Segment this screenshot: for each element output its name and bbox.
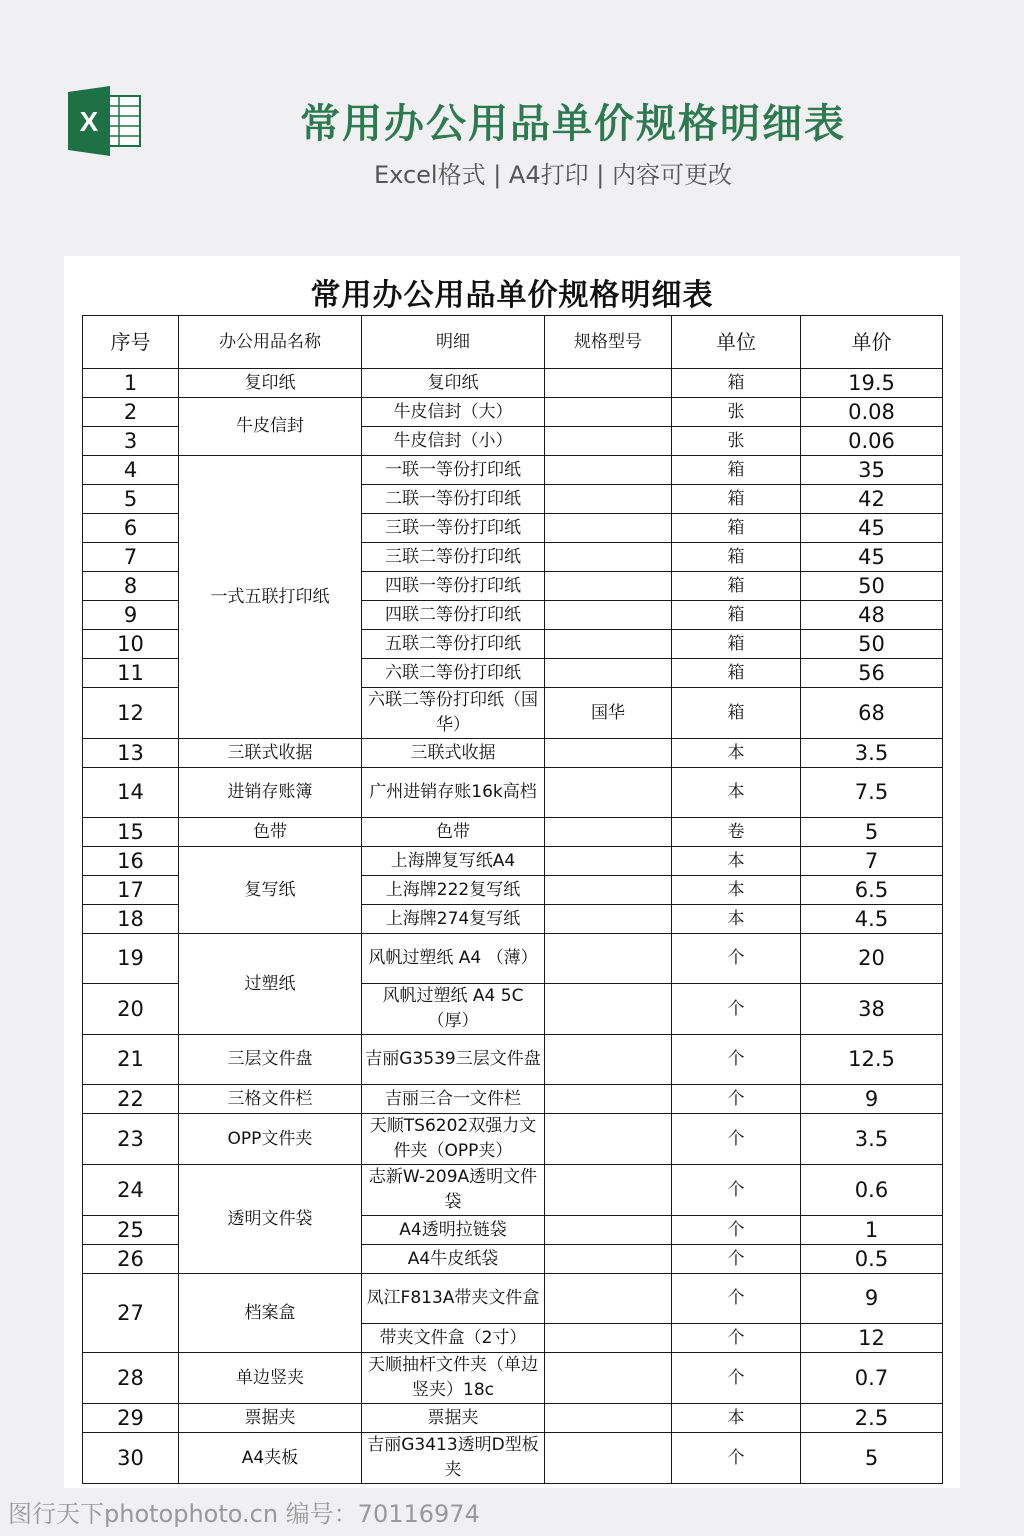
cell-spec [545, 1035, 672, 1085]
cell-no: 22 [83, 1085, 179, 1114]
cell-spec [545, 1114, 672, 1165]
cell-name: 复印纸 [179, 369, 362, 398]
table-row [83, 739, 943, 768]
table-row [83, 818, 943, 847]
cell-unit: 个 [672, 1245, 801, 1274]
cell-name: 色带 [179, 818, 362, 847]
table-row [83, 1404, 943, 1433]
cell-no: 18 [83, 905, 179, 934]
page-subtitle: Excel格式 | A4打印 | 内容可更改 [374, 161, 732, 189]
cell-detail: 牛皮信封（小） [362, 427, 545, 456]
cell-no: 1 [83, 369, 179, 398]
cell-unit: 个 [672, 1274, 801, 1324]
cell-no: 19 [83, 934, 179, 984]
cell-name: 票据夹 [179, 1404, 362, 1433]
cell-unit: 本 [672, 905, 801, 934]
cell-no: 6 [83, 514, 179, 543]
cell-spec [545, 630, 672, 659]
cell-price: 19.5 [801, 369, 943, 398]
cell-price: 38 [801, 984, 943, 1035]
cell-unit: 个 [672, 1165, 801, 1216]
cell-price: 3.5 [801, 1114, 943, 1165]
price-table [82, 315, 943, 1484]
cell-spec [545, 601, 672, 630]
cell-spec [545, 739, 672, 768]
cell-unit: 卷 [672, 818, 801, 847]
cell-price: 45 [801, 514, 943, 543]
cell-name: 透明文件袋 [179, 1165, 362, 1274]
cell-spec [545, 456, 672, 485]
cell-no: 29 [83, 1404, 179, 1433]
cell-detail: 吉丽G3413透明D型板夹 [362, 1433, 545, 1484]
cell-unit: 箱 [672, 514, 801, 543]
cell-detail: 六联二等份打印纸 [362, 659, 545, 688]
cell-detail: 天顺抽杆文件夹（单边竖夹）18c [362, 1353, 545, 1404]
cell-detail: 凤江F813A带夹文件盒 [362, 1274, 545, 1324]
cell-spec: 国华 [545, 688, 672, 739]
cell-no: 15 [83, 818, 179, 847]
cell-no: 28 [83, 1353, 179, 1404]
cell-spec [545, 1245, 672, 1274]
cell-unit: 个 [672, 1353, 801, 1404]
cell-price: 7.5 [801, 768, 943, 818]
cell-no: 12 [83, 688, 179, 739]
cell-name: OPP文件夹 [179, 1114, 362, 1165]
cell-no: 26 [83, 1245, 179, 1274]
cell-detail: 票据夹 [362, 1404, 545, 1433]
cell-name: 牛皮信封 [179, 398, 362, 456]
cell-detail: A4透明拉链袋 [362, 1216, 545, 1245]
cell-no: 3 [83, 427, 179, 456]
cell-no: 27 [83, 1274, 179, 1353]
cell-no: 5 [83, 485, 179, 514]
cell-name: 过塑纸 [179, 934, 362, 1035]
cell-unit: 个 [672, 984, 801, 1035]
table-row [83, 1085, 943, 1114]
cell-spec [545, 369, 672, 398]
cell-spec [545, 1085, 672, 1114]
table-row [83, 1114, 943, 1165]
cell-price: 6.5 [801, 876, 943, 905]
cell-unit: 本 [672, 768, 801, 818]
cell-unit: 本 [672, 1404, 801, 1433]
cell-price: 0.08 [801, 398, 943, 427]
cell-detail: 三联式收据 [362, 739, 545, 768]
cell-detail: 五联二等份打印纸 [362, 630, 545, 659]
table-row [83, 1433, 943, 1484]
header-cell-name: 办公用品名称 [179, 316, 362, 369]
sheet-title: 常用办公用品单价规格明细表 [310, 278, 714, 313]
cell-no: 14 [83, 768, 179, 818]
cell-name: 单边竖夹 [179, 1353, 362, 1404]
cell-no: 30 [83, 1433, 179, 1484]
cell-spec [545, 847, 672, 876]
cell-unit: 个 [672, 1324, 801, 1353]
cell-unit: 箱 [672, 659, 801, 688]
watermark: 图行天下photophoto.cn 编号：70116974 [8, 1500, 480, 1528]
cell-detail: 吉丽三合一文件栏 [362, 1085, 545, 1114]
cell-unit: 箱 [672, 369, 801, 398]
cell-price: 20 [801, 934, 943, 984]
cell-no: 8 [83, 572, 179, 601]
header-cell-unit: 单位 [672, 316, 801, 369]
cell-no: 9 [83, 601, 179, 630]
header [0, 0, 1024, 256]
cell-detail: 四联一等份打印纸 [362, 572, 545, 601]
cell-price: 0.06 [801, 427, 943, 456]
cell-price: 45 [801, 543, 943, 572]
cell-detail: 四联二等份打印纸 [362, 601, 545, 630]
cell-unit: 箱 [672, 456, 801, 485]
cell-unit: 个 [672, 1035, 801, 1085]
table-row [83, 934, 943, 984]
cell-price: 48 [801, 601, 943, 630]
header-cell-no: 序号 [83, 316, 179, 369]
cell-detail: 上海牌222复写纸 [362, 876, 545, 905]
cell-price: 5 [801, 1433, 943, 1484]
cell-detail: 带夹文件盒（2寸） [362, 1324, 545, 1353]
cell-detail: 上海牌复写纸A4 [362, 847, 545, 876]
cell-detail: 志新W-209A透明文件袋 [362, 1165, 545, 1216]
cell-no: 2 [83, 398, 179, 427]
cell-price: 56 [801, 659, 943, 688]
cell-no: 16 [83, 847, 179, 876]
cell-price: 35 [801, 456, 943, 485]
cell-no: 11 [83, 659, 179, 688]
excel-icon-letter: X [79, 106, 99, 137]
cell-name: 三格文件栏 [179, 1085, 362, 1114]
cell-spec [545, 659, 672, 688]
cell-spec [545, 1165, 672, 1216]
cell-spec [545, 1353, 672, 1404]
cell-no: 23 [83, 1114, 179, 1165]
cell-price: 12 [801, 1324, 943, 1353]
header-cell-price: 单价 [801, 316, 943, 369]
cell-name: 复写纸 [179, 847, 362, 934]
page-title: 常用办公用品单价规格明细表 [300, 101, 846, 147]
spreadsheet-sheet [64, 256, 960, 1488]
cell-detail: 色带 [362, 818, 545, 847]
cell-name: 进销存账簿 [179, 768, 362, 818]
cell-detail: 风帆过塑纸 A4 5C（厚） [362, 984, 545, 1035]
cell-name: 三层文件盘 [179, 1035, 362, 1085]
cell-name: 一式五联打印纸 [179, 456, 362, 739]
cell-spec [545, 1216, 672, 1245]
cell-spec [545, 427, 672, 456]
cell-price: 42 [801, 485, 943, 514]
cell-no: 21 [83, 1035, 179, 1085]
cell-spec [545, 818, 672, 847]
cell-no: 4 [83, 456, 179, 485]
cell-unit: 个 [672, 1085, 801, 1114]
cell-unit: 本 [672, 876, 801, 905]
cell-spec [545, 934, 672, 984]
cell-detail: 牛皮信封（大） [362, 398, 545, 427]
header-cell-spec: 规格型号 [545, 316, 672, 369]
cell-price: 50 [801, 630, 943, 659]
table-row [83, 369, 943, 398]
cell-spec [545, 514, 672, 543]
cell-name: A4夹板 [179, 1433, 362, 1484]
cell-price: 0.7 [801, 1353, 943, 1404]
cell-price: 68 [801, 688, 943, 739]
cell-price: 9 [801, 1274, 943, 1324]
cell-price: 12.5 [801, 1035, 943, 1085]
cell-price: 7 [801, 847, 943, 876]
cell-detail: 上海牌274复写纸 [362, 905, 545, 934]
table-header-row [83, 316, 943, 369]
cell-unit: 个 [672, 1216, 801, 1245]
cell-spec [545, 485, 672, 514]
cell-unit: 本 [672, 847, 801, 876]
cell-name: 档案盒 [179, 1274, 362, 1353]
cell-detail: 三联一等份打印纸 [362, 514, 545, 543]
cell-spec [545, 1324, 672, 1353]
header-cell-detail: 明细 [362, 316, 545, 369]
cell-unit: 箱 [672, 630, 801, 659]
cell-spec [545, 768, 672, 818]
cell-price: 5 [801, 818, 943, 847]
cell-price: 9 [801, 1085, 943, 1114]
cell-detail: 三联二等份打印纸 [362, 543, 545, 572]
excel-icon [68, 86, 142, 156]
cell-unit: 箱 [672, 601, 801, 630]
cell-detail: A4牛皮纸袋 [362, 1245, 545, 1274]
cell-unit: 张 [672, 427, 801, 456]
cell-spec [545, 1274, 672, 1324]
table-row [83, 456, 943, 485]
table-row [83, 1035, 943, 1085]
cell-unit: 本 [672, 739, 801, 768]
table-row [83, 398, 943, 427]
cell-detail: 吉丽G3539三层文件盘 [362, 1035, 545, 1085]
cell-price: 50 [801, 572, 943, 601]
cell-no: 20 [83, 984, 179, 1035]
cell-price: 4.5 [801, 905, 943, 934]
cell-price: 0.5 [801, 1245, 943, 1274]
cell-name: 三联式收据 [179, 739, 362, 768]
cell-detail: 二联一等份打印纸 [362, 485, 545, 514]
cell-unit: 箱 [672, 688, 801, 739]
cell-detail: 一联一等份打印纸 [362, 456, 545, 485]
cell-spec [545, 905, 672, 934]
cell-spec [545, 1404, 672, 1433]
cell-unit: 个 [672, 1114, 801, 1165]
table-row [83, 847, 943, 876]
cell-price: 2.5 [801, 1404, 943, 1433]
table-row [83, 1274, 943, 1324]
cell-spec [545, 398, 672, 427]
cell-detail: 六联二等份打印纸（国华） [362, 688, 545, 739]
cell-spec [545, 876, 672, 905]
cell-no: 13 [83, 739, 179, 768]
cell-price: 3.5 [801, 739, 943, 768]
table-row [83, 1165, 943, 1216]
cell-spec [545, 1433, 672, 1484]
cell-unit: 箱 [672, 485, 801, 514]
cell-unit: 个 [672, 934, 801, 984]
cell-unit: 箱 [672, 543, 801, 572]
cell-spec [545, 984, 672, 1035]
cell-spec [545, 543, 672, 572]
cell-detail: 天顺TS6202双强力文件夹（OPP夹） [362, 1114, 545, 1165]
cell-detail: 复印纸 [362, 369, 545, 398]
cell-no: 24 [83, 1165, 179, 1216]
cell-price: 0.6 [801, 1165, 943, 1216]
cell-detail: 风帆过塑纸 A4 （薄） [362, 934, 545, 984]
cell-detail: 广州进销存账16k高档 [362, 768, 545, 818]
cell-unit: 个 [672, 1433, 801, 1484]
table-row [83, 768, 943, 818]
cell-spec [545, 572, 672, 601]
cell-no: 25 [83, 1216, 179, 1245]
cell-no: 7 [83, 543, 179, 572]
cell-unit: 箱 [672, 572, 801, 601]
table-row [83, 1353, 943, 1404]
cell-no: 10 [83, 630, 179, 659]
cell-price: 1 [801, 1216, 943, 1245]
cell-no: 17 [83, 876, 179, 905]
cell-unit: 张 [672, 398, 801, 427]
